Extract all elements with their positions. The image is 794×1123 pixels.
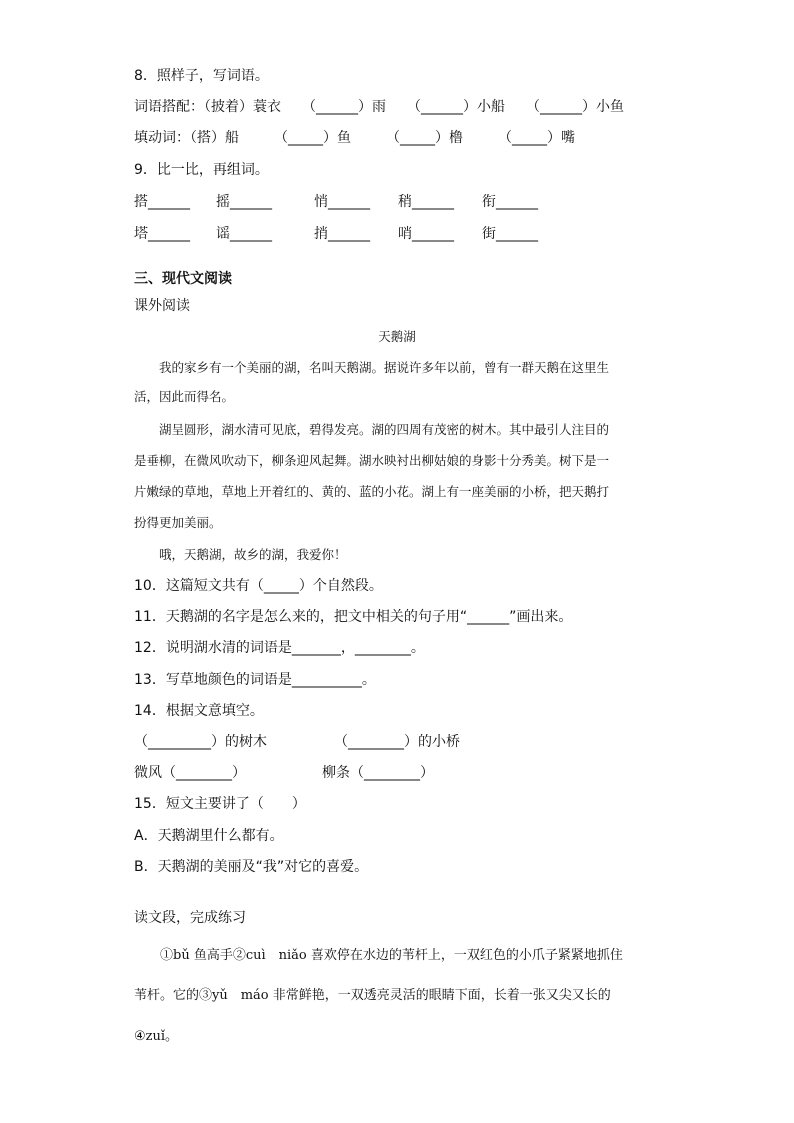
question-13: 13．写草地颜色的词语是__________。 bbox=[134, 672, 376, 688]
question-14-blank: 微风（________） bbox=[134, 765, 246, 781]
q9-blank: 摇______ bbox=[216, 194, 272, 210]
passage-line: 扮得更加美丽。 bbox=[134, 515, 222, 530]
question-12: 12．说明湖水清的词语是_______，________。 bbox=[134, 640, 425, 656]
passage-line: 是垂柳，在微风吹动下，柳条迎风起舞。湖水映衬出柳姑娘的身影十分秀美。树下是一 bbox=[134, 453, 610, 468]
section-heading: 三、现代文阅读 bbox=[134, 271, 232, 287]
passage2-heading: 读文段，完成练习 bbox=[134, 910, 246, 926]
q9-blank: 捎______ bbox=[314, 226, 370, 242]
passage2-line: ①bǔ 鱼高手②cuì niǎo 喜欢停在水边的苇杆上，一双红色的小爪子紧紧地抓住 bbox=[134, 948, 623, 963]
q9-blank: 哨______ bbox=[398, 226, 454, 242]
option-b: B．天鹅湖的美丽及“我”对它的喜爱。 bbox=[134, 859, 369, 875]
question-10: 10．这篇短文共有（_____）个自然段。 bbox=[134, 578, 383, 594]
question-14-blank: 柳条（________） bbox=[322, 765, 434, 781]
passage-line: 活，因此而得名。 bbox=[134, 389, 235, 404]
q8-collocation: 词语搭配：（披着）蓑衣 （______）雨 （______）小船 （______）小鱼 bbox=[134, 99, 624, 115]
question-14-blank: （________）的小桥 bbox=[334, 734, 460, 750]
passage2-line: 苇杆。它的③yǔ máo 非常鲜艳，一双透亮灵活的眼睛下面，长着一张又尖又长的 bbox=[134, 988, 611, 1003]
q8-title: 8．照样子，写词语。 bbox=[134, 68, 269, 84]
q9-blank: 稍______ bbox=[398, 194, 454, 210]
q9-blank: 街______ bbox=[482, 226, 538, 242]
option-a: A．天鹅湖里什么都有。 bbox=[134, 828, 284, 844]
passage-line: 我的家乡有一个美丽的湖，名叫天鹅湖。据说许多年以前，曾有一群天鹅在这里生 bbox=[134, 360, 610, 375]
q9-blank: 悄______ bbox=[314, 194, 370, 210]
q8-verbs: 填动词：（搭）船 （_____）鱼 （_____）橹 （_____）嘴 bbox=[134, 130, 575, 146]
passage-line: 湖呈圆形，湖水清可见底，碧得发亮。湖的四周有茂密的树木。其中最引人注目的 bbox=[134, 422, 610, 437]
passage2-line: ④zuǐ。 bbox=[134, 1029, 179, 1044]
q9-blank: 搭______ bbox=[134, 194, 190, 210]
q9-blank: 衔______ bbox=[482, 194, 538, 210]
passage-line: 哦，天鹅湖，故乡的湖，我爱你！ bbox=[134, 547, 347, 562]
section-subheading: 课外阅读 bbox=[134, 298, 190, 314]
passage-line: 片嫩绿的草地，草地上开着红的、黄的、蓝的小花。湖上有一座美丽的小桥，把天鹅打 bbox=[134, 484, 610, 499]
q9-blank: 塔______ bbox=[134, 226, 190, 242]
question-14: 14．根据文意填空。 bbox=[134, 703, 264, 719]
question-14-blank: （_________）的树木 bbox=[134, 734, 267, 750]
passage-title: 天鹅湖 bbox=[378, 329, 416, 344]
q9-title: 9．比一比，再组词。 bbox=[134, 162, 269, 178]
question-11: 11．天鹅湖的名字是怎么来的，把文中相关的句子用“______”画出来。 bbox=[134, 609, 573, 625]
question-15: 15．短文主要讲了（ ） bbox=[134, 796, 306, 812]
q9-blank: 谣______ bbox=[216, 226, 272, 242]
